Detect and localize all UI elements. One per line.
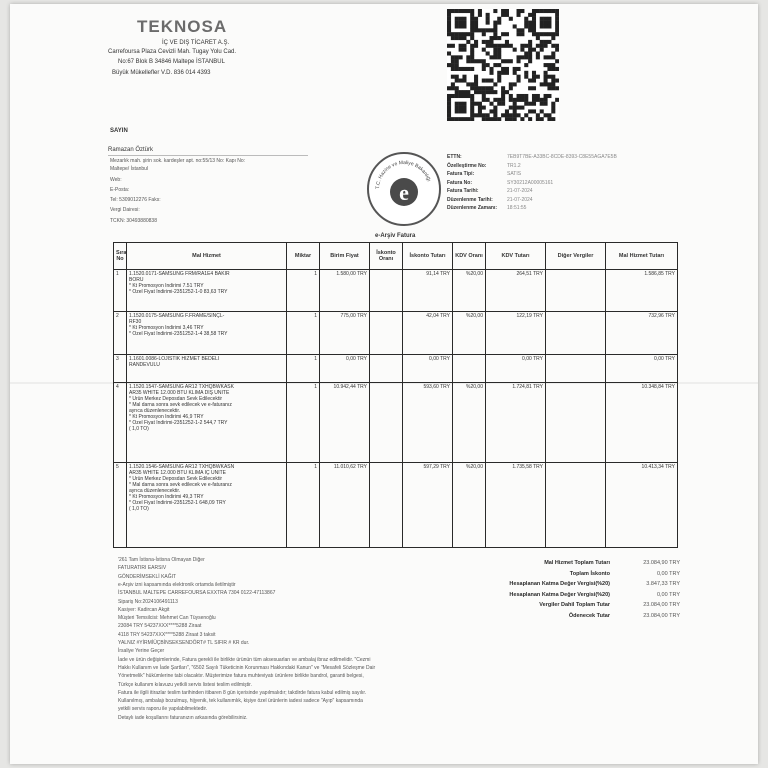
table-row	[114, 270, 678, 312]
totals-row	[480, 581, 680, 590]
divider	[108, 155, 308, 156]
description-line: 1.1520.0171-SAMSUNG FRM/RA1E4 BAKIR	[129, 271, 230, 277]
cell-description	[127, 382, 287, 463]
column-header: İskonto Oranı	[370, 243, 403, 270]
description-line: * Kt Promosyon İndirimi 46,9 TRY	[129, 413, 204, 420]
cell-unit-price: 1.580,00 TRY	[320, 270, 370, 312]
footer-line: Kullanılmış, ambalajı bozulmuş, hijyenik, tek kullanımlık, kişiye özel ürünlerin iadesi sadece "Ayıp" kapsamında	[118, 698, 363, 705]
cell-description	[127, 354, 287, 382]
description-line: * Özel Fiyat İndirimi-2351252-1-2 544,7 TRY	[129, 419, 228, 426]
totals-row	[480, 560, 680, 569]
description-line: 1.1520.1547-SAMSUNG AR12 TXHQBWKASK	[129, 383, 234, 390]
description-line: * Özel Fiyat İndirimi-2351252-1 648,09 TRY	[129, 500, 226, 507]
invoice-paper	[10, 4, 758, 764]
meta-label: Özelleştirme No:	[447, 162, 487, 169]
footer-line: Fatura ile ilgili itirazlar teslim tarihinden itibaren 8 gün içerisinde yapılmalıdır; takdirde fatura kabul edilmiş sayılır.	[118, 689, 367, 696]
items-table	[113, 242, 678, 548]
meta-value: 7EB9T7BE-A33BC-8CDE-8393-C8E55AGA7E5B	[507, 154, 617, 160]
cell-unit-price: 11.010,62 TRY	[320, 463, 370, 548]
footer-line: e-Arşiv izni kapsamında elektronik ortamda iletilmiştir	[118, 581, 236, 588]
totals-label: Mal Hizmet Toplam Tutarı	[544, 560, 610, 566]
cell-discount-amount: 593,60 TRY	[403, 382, 453, 463]
footer-line: 4118 TRY 54237XXX****5288 Ziraat 3 taksit	[118, 631, 216, 638]
footer-line: İade ve ürün değişimlerinde, Fatura gerekli ile birlikte ürünün tüm aksesuarları ve ambalaj ibraz edilmelidir. "Cezmi	[118, 656, 371, 663]
footer-line: FATURATIRI EARSIV	[118, 565, 167, 572]
cell-vat-rate: %20,00	[453, 270, 486, 312]
cell-line-total: 10.413,34 TRY	[606, 463, 678, 548]
cell-discount-amount: 42,04 TRY	[403, 312, 453, 354]
footer-line: Hakkı Kullanım ve İade Şartları", "6502 Sayılı Tüketicinin Korunması Hakkındaki Kanun" ve "Mesafeli Sözleşme Dair	[118, 664, 376, 671]
column-header: KDV Tutarı	[486, 243, 546, 270]
cell-other-taxes	[546, 463, 606, 548]
totals-value: 0,00 TRY	[656, 591, 680, 598]
totals-row	[480, 602, 680, 611]
cell-other-taxes	[546, 354, 606, 382]
meta-row	[447, 171, 707, 177]
totals-row	[480, 592, 680, 601]
meta-value: SATIS	[507, 171, 522, 177]
cell-vat-amount: 1.735,58 TRY	[486, 463, 546, 548]
totals-label: Ödenecek Tutar	[568, 612, 610, 619]
description-line: * Ürün Merkez Deposdan Sevk Edilecektir	[129, 476, 223, 483]
customer-header: SAYIN	[110, 128, 128, 134]
cell-other-taxes	[546, 382, 606, 463]
cell-vat-amount: 264,51 TRY	[486, 270, 546, 312]
cell-discount-amount: 0,00 TRY	[403, 354, 453, 382]
meta-value: TR1.2	[507, 162, 521, 169]
customer-district: Maltepe/ İstanbul	[110, 166, 149, 172]
column-header: Diğer Vergiler	[546, 243, 606, 270]
cell-line-total: 1.586,85 TRY	[606, 270, 678, 312]
cell-line-total: 732,96 TRY	[606, 312, 678, 354]
meta-label: Fatura No:	[447, 179, 472, 186]
column-header: İskonto Tutarı	[403, 243, 453, 270]
cell-unit-price: 10.942,44 TRY	[320, 382, 370, 463]
customer-phone: Tel: 5309012276 Faks:	[110, 197, 161, 203]
description-line: * Ürün Merkez Deposdan Sevk Edilecektir	[129, 395, 223, 402]
description-line: * Kt Promosyon İndirimi 49,3 TRY	[129, 494, 204, 501]
meta-label: Düzenlenme Zamanı:	[447, 205, 498, 211]
column-header: Birim Fiyat	[320, 243, 370, 270]
meta-row	[447, 188, 707, 194]
footer-line: Kasiyer: Kadircan Akgit	[118, 606, 170, 613]
customer-tckn: TCKN: 30493880838	[110, 218, 157, 224]
totals-label: Hesaplanan Katma Değer Vergisi(%20)	[509, 581, 610, 587]
cell-no: 4	[114, 382, 127, 463]
meta-value: 21-07-2024	[507, 188, 533, 194]
cell-other-taxes	[546, 270, 606, 312]
cell-quantity: 1	[287, 270, 320, 312]
description-line: RF30	[129, 319, 142, 326]
column-header: Mal Hizmet Tutarı	[606, 243, 678, 270]
cell-quantity: 1	[287, 382, 320, 463]
customer-email: E-Posta:	[110, 187, 130, 193]
cell-no: 5	[114, 463, 127, 548]
table-row	[114, 354, 678, 382]
meta-row	[447, 197, 707, 203]
company-address-2: No:67 Blok B 34846 Maltepe İSTANBUL	[118, 59, 225, 65]
totals-label: Hesaplanan Katma Değer Vergisi(%20)	[509, 591, 610, 598]
qr-code	[447, 9, 559, 121]
footer-line: GÖNDERİMSEKLİ KAĞIT	[118, 573, 177, 580]
description-line: ( 1,0 TO)	[129, 425, 149, 432]
cell-quantity: 1	[287, 354, 320, 382]
cell-discount-amount: 91,14 TRY	[403, 270, 453, 312]
column-header: Miktar	[287, 243, 320, 270]
totals-row	[480, 571, 680, 580]
description-line: * Özel Fiyat İndirimi-2351252-1-4 38,58 TRY	[129, 331, 228, 338]
cell-vat-rate: %20,00	[453, 382, 486, 463]
footer-line: Detaylı iade koşullarını faturanızın arkasında görebilirsiniz.	[118, 714, 248, 721]
cell-discount-rate	[370, 382, 403, 463]
cell-description	[127, 463, 287, 548]
description-line: 1.1520.1546-SAMSUNG AR12 TXHQBWKASN	[129, 464, 235, 471]
totals-value: 0,00 TRY	[656, 570, 680, 577]
footer-line: İSTANBUL MALTEPE CARREFOURSA EXXTRA 7304 0122-47113867	[118, 590, 276, 597]
customer-web: Web:	[110, 177, 122, 183]
description-line: * Mal darna sonra sevk edilecek ve e-faturanız	[129, 482, 232, 489]
seal-text: T.C. Hazine ve Maliye Bakanlığı	[374, 159, 432, 190]
cell-no: 3	[114, 354, 127, 382]
column-header: Mal Hizmet	[127, 243, 287, 270]
cell-other-taxes	[546, 312, 606, 354]
description-line: * Özel Fiyat İndirimi-2351252-1-0 83,63 TRY	[129, 289, 228, 295]
footer-line: Sipariş No:2024106491113	[118, 598, 178, 605]
meta-row	[447, 205, 707, 211]
cell-description	[127, 270, 287, 312]
cell-discount-rate	[370, 312, 403, 354]
company-name: İÇ VE DIŞ TİCARET A.Ş.	[162, 40, 230, 46]
meta-label: Düzenlenme Tarihi:	[447, 196, 493, 203]
description-line: 1.1601.0086-LOJISTİK HİZMET BEDELİ	[129, 355, 220, 362]
cell-quantity: 1	[287, 312, 320, 354]
description-line: * Mal darna sonra sevk edilecek ve e-faturanız	[129, 401, 232, 408]
ministry-seal	[367, 152, 441, 226]
cell-no: 2	[114, 312, 127, 354]
footer-line: İrsaliye Yerine Geçer	[118, 648, 165, 655]
cell-discount-rate	[370, 354, 403, 382]
cell-vat-rate: %20,00	[453, 463, 486, 548]
meta-value: SY30212A00005161	[507, 179, 554, 186]
company-address-1: Carrefoursa Plaza Cevizli Mah. Tugay Yolu Cad.	[108, 49, 237, 55]
cell-quantity: 1	[287, 463, 320, 548]
cell-vat-amount: 122,19 TRY	[486, 312, 546, 354]
cell-discount-rate	[370, 463, 403, 548]
cell-line-total: 10.348,84 TRY	[606, 382, 678, 463]
company-tax-office: Büyük Mükellefler V.D. 836 014 4393	[112, 70, 211, 76]
cell-description	[127, 312, 287, 354]
description-line: ayrıca düzenlenecektir.	[129, 488, 181, 495]
meta-row	[447, 154, 707, 160]
totals-value: 23.084,00 TRY	[643, 612, 680, 619]
meta-label: Fatura Tarihi:	[447, 188, 479, 194]
cell-unit-price: 775,00 TRY	[320, 312, 370, 354]
footer-line: Türkçe kullanım kılavuzu yetkili servis listesi teslim edilmiştir.	[118, 681, 252, 688]
description-line: RANDEVULU	[129, 361, 160, 368]
table-header-row	[114, 243, 678, 270]
meta-value: 18:51:55	[507, 205, 527, 211]
meta-label: ETTN:	[447, 154, 462, 160]
cell-unit-price: 0,00 TRY	[320, 354, 370, 382]
cell-discount-amount: 597,29 TRY	[403, 463, 453, 548]
footer-line: Müşteri Temsilcisi: Mehmet Can Tüysenoğlu	[118, 615, 216, 622]
description-line: BORU	[129, 277, 144, 283]
description-line: ayrıca düzenlenecektir.	[129, 407, 181, 414]
cell-vat-amount: 1.724,81 TRY	[486, 382, 546, 463]
totals-value: 23.084,90 TRY	[643, 560, 680, 566]
customer-name: Ramazan Öztürk	[108, 147, 154, 153]
description-line: * Kt Promosyon İndirimi 7.51 TRY	[129, 283, 204, 289]
footer-line: Yönetmelik" hükümlerine tabi olacaktır. Müşterimize fatura muhteviyatı ürünlere birlikte bandrol, garanti belgesi,	[118, 673, 364, 680]
footer-line: '261 Tam İstisna-İstisna Olmayan Diğer	[118, 557, 205, 563]
company-logo: TEKNOSA	[137, 17, 228, 36]
description-line: ( 1,0 TO)	[129, 506, 149, 513]
description-line: 1.1520.0175-SAMSUNG F.FRAME/SINÇL-	[129, 313, 225, 320]
description-line: AR35 WHITE 12.000 BTU KLIMA İÇ ÜNİTE	[129, 470, 226, 477]
totals-row	[480, 613, 680, 622]
document-type: e-Arşiv Fatura	[375, 233, 416, 239]
cell-discount-rate	[370, 270, 403, 312]
cell-vat-rate	[453, 354, 486, 382]
totals-value: 3.847,33 TRY	[646, 581, 680, 587]
cell-no: 1	[114, 270, 127, 312]
totals-label: Vergiler Dahil Toplam Tutar	[539, 602, 610, 608]
column-header: Sıra No	[114, 243, 127, 270]
cell-vat-rate: %20,00	[453, 312, 486, 354]
table-row	[114, 312, 678, 354]
cell-line-total: 0,00 TRY	[606, 354, 678, 382]
seal-glyph: e	[399, 180, 409, 205]
cell-vat-amount: 0,00 TRY	[486, 354, 546, 382]
meta-row	[447, 163, 707, 169]
meta-value: 21-07-2024	[507, 196, 533, 203]
description-line: AR35 WHITE 12.000 BTU KLIMA DIŞ ÜNİTE	[129, 389, 230, 396]
footer-line: YALNIZ #YİRMİÜÇBİNSEKSENDÖRT# TL SIFIR # KR dur.	[118, 640, 250, 646]
totals-value: 23.084,00 TRY	[643, 602, 680, 608]
table-row	[114, 382, 678, 463]
meta-row	[447, 180, 707, 186]
column-header: KDV Oranı	[453, 243, 486, 270]
footer-line: yetkili servis raporu ile yapılabilmektedir.	[118, 706, 208, 713]
meta-label: Fatura Tipi:	[447, 171, 475, 177]
table-row	[114, 463, 678, 548]
totals-label: Toplam İskonto	[569, 570, 610, 577]
footer-line: 23084 TRY 54237XXX****5288 Ziraat	[118, 623, 202, 630]
customer-address: Mezarlık mah. şirin sok. kardeşler apt. no:55/13 No: Kapı No:	[110, 158, 246, 164]
customer-tax-office: Vergi Dairesi:	[110, 207, 140, 213]
description-line: * Kt Promosyon İndirimi 3,46 TRY	[129, 325, 204, 332]
